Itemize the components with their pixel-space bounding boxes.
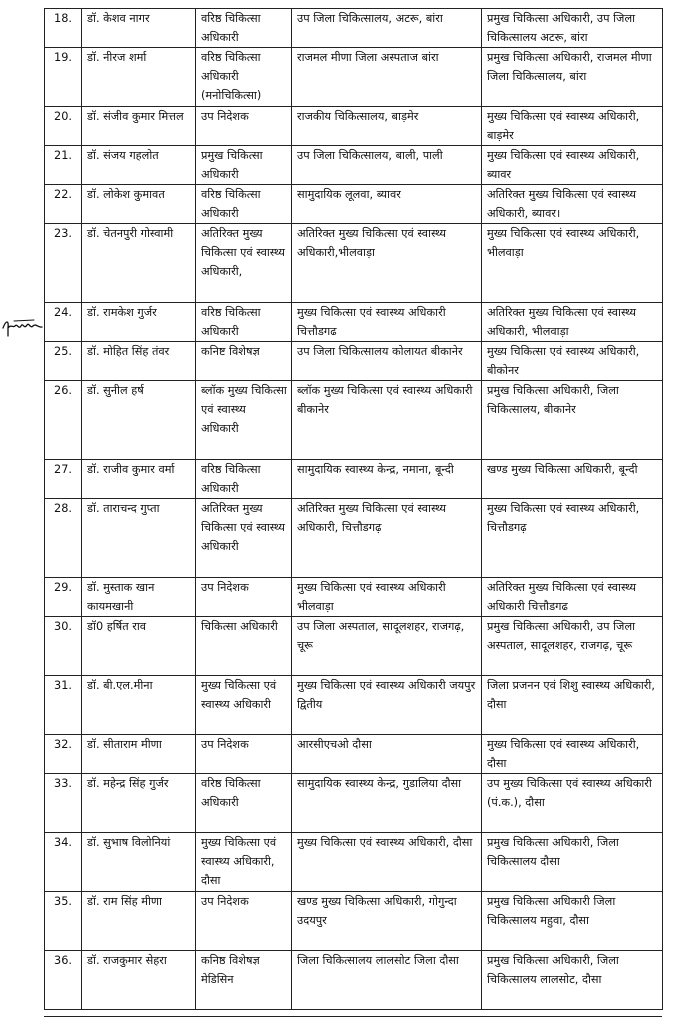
- serial-number-cell: 33.: [45, 774, 82, 833]
- officer-name-cell: डॉ. चेतनपुरी गोस्वामी: [82, 224, 196, 303]
- officer-name-cell: डॉ. संजय गहलोत: [82, 146, 196, 185]
- officer-name-cell: डॉ. रामकेश गुर्जर: [82, 303, 196, 342]
- new-posting-cell: खण्ड मुख्य चिकित्सा अधिकारी, बून्दी: [482, 460, 663, 499]
- new-posting-cell: मुख्य चिकित्सा एवं स्वास्थ्य अधिकारी, भीलवाड़ा: [482, 224, 663, 303]
- serial-number-cell: 34.: [45, 833, 82, 892]
- table-row: [45, 460, 663, 499]
- officer-name-cell: डॉ. लोकेश कुमावत: [82, 185, 196, 224]
- serial-number-cell: 21.: [45, 146, 82, 185]
- designation-cell: वरिष्ठ चिकित्सा अधिकारी: [196, 460, 292, 499]
- designation-cell: उप निदेशक: [196, 578, 292, 617]
- current-posting-cell: अतिरिक्त मुख्य चिकित्सा एवं स्वास्थ्य अधिकारी, चित्तौडगढ़: [292, 499, 482, 578]
- designation-cell: कनिष्ट विशेषज्ञ: [196, 342, 292, 381]
- table-body: [45, 9, 663, 1010]
- current-posting-cell: मुख्य चिकित्सा एवं स्वास्थ्य अधिकारी चित्तौडगढ: [292, 303, 482, 342]
- table-row: [45, 303, 663, 342]
- table-row: [45, 774, 663, 833]
- officer-name-cell: डॉ. ताराचन्द गुप्ता: [82, 499, 196, 578]
- current-posting-cell: खण्ड मुख्य चिकित्सा अधिकारी, गोगुन्दा उदयपुर: [292, 892, 482, 951]
- current-posting-cell: सामुदायिक लूलवा, ब्यावर: [292, 185, 482, 224]
- new-posting-cell: प्रमुख चिकित्सा अधिकारी जिला चिकित्सालय महुवा, दौसा: [482, 892, 663, 951]
- designation-cell: वरिष्ठ चिकित्सा अधिकारी: [196, 303, 292, 342]
- designation-cell: चिकित्सा अधिकारी: [196, 617, 292, 676]
- table-row: [45, 833, 663, 892]
- officer-name-cell: डॉ0 हर्षित राव: [82, 617, 196, 676]
- page-bottom-rule: [44, 1016, 662, 1017]
- table-row: [45, 951, 663, 1010]
- officer-name-cell: डॉ. केशव नागर: [82, 9, 196, 48]
- current-posting-cell: अतिरिक्त मुख्य चिकित्सा एवं स्वास्थ्य अधिकारी,भीलवाड़ा: [292, 224, 482, 303]
- table-row: [45, 676, 663, 735]
- new-posting-cell: अतिरिक्त मुख्य चिकित्सा एवं स्वास्थ्य अधिकारी चित्तौडगढ: [482, 578, 663, 617]
- serial-number-cell: 28.: [45, 499, 82, 578]
- current-posting-cell: उप जिला अस्पताल, सादूलशहर, राजगढ़, चूरू: [292, 617, 482, 676]
- designation-cell: उप निदेशक: [196, 735, 292, 774]
- table-row: [45, 381, 663, 460]
- serial-number-cell: 35.: [45, 892, 82, 951]
- new-posting-cell: प्रमुख चिकित्सा अधिकारी, राजमल मीणा जिला चिकित्सालय, बांरा: [482, 48, 663, 107]
- current-posting-cell: राजमल मीणा जिला अस्पताज बांरा: [292, 48, 482, 107]
- new-posting-cell: प्रमुख चिकित्सा अधिकारी, जिला चिकित्सालय लालसोट, दौसा: [482, 951, 663, 1010]
- table-row: [45, 735, 663, 774]
- table-row: [45, 48, 663, 107]
- table-row: [45, 342, 663, 381]
- designation-cell: वरिष्ठ चिकित्सा अधिकारी: [196, 9, 292, 48]
- designation-cell: मुख्य चिकित्सा एवं स्वास्थ्य अधिकारी: [196, 676, 292, 735]
- officer-name-cell: डॉ. मुस्ताक खान कायमखानी: [82, 578, 196, 617]
- new-posting-cell: अतिरिक्त मुख्य चिकित्सा एवं स्वास्थ्य अधिकारी, भीलवाड़ा: [482, 303, 663, 342]
- designation-cell: अतिरिक्त मुख्य चिकित्सा एवं स्वास्थ्य अधिकारी: [196, 499, 292, 578]
- officer-name-cell: डॉ. राजकुमार सेहरा: [82, 951, 196, 1010]
- serial-number-cell: 29.: [45, 578, 82, 617]
- new-posting-cell: मुख्य चिकित्सा एवं स्वास्थ्य अधिकारी, बीकोनर: [482, 342, 663, 381]
- designation-cell: उप निदेशक: [196, 107, 292, 146]
- handwritten-signature: [0, 316, 46, 340]
- designation-cell: ब्लॉक मुख्य चिकित्सा एवं स्वास्थ्य अधिकारी: [196, 381, 292, 460]
- serial-number-cell: 23.: [45, 224, 82, 303]
- new-posting-cell: अतिरिक्त मुख्य चिकित्सा एवं स्वास्थ्य अधिकारी, ब्यावर।: [482, 185, 663, 224]
- serial-number-cell: 32.: [45, 735, 82, 774]
- current-posting-cell: सामुदायिक स्वास्थ्य केन्द्र, गुडालिया दौसा: [292, 774, 482, 833]
- new-posting-cell: मुख्य चिकित्सा एवं स्वास्थ्य अधिकारी, बाड़मेर: [482, 107, 663, 146]
- table-row: [45, 146, 663, 185]
- serial-number-cell: 20.: [45, 107, 82, 146]
- current-posting-cell: उप जिला चिकित्सालय, अटरू, बांरा: [292, 9, 482, 48]
- current-posting-cell: ब्लॉक मुख्य चिकित्सा एवं स्वास्थ्य अधिकारी बीकानेर: [292, 381, 482, 460]
- serial-number-cell: 26.: [45, 381, 82, 460]
- officer-name-cell: डॉ. राम सिंह मीणा: [82, 892, 196, 951]
- table-row: [45, 578, 663, 617]
- new-posting-cell: जिला प्रजनन एवं शिशु स्वास्थ्य अधिकारी, दौसा: [482, 676, 663, 735]
- officer-name-cell: डॉ. सीताराम मीणा: [82, 735, 196, 774]
- designation-cell: मुख्य चिकित्सा एवं स्वास्थ्य अधिकारी, दौसा: [196, 833, 292, 892]
- serial-number-cell: 18.: [45, 9, 82, 48]
- designation-cell: प्रमुख चिकित्सा अधिकारी: [196, 146, 292, 185]
- current-posting-cell: मुख्य चिकित्सा एवं स्वास्थ्य अधिकारी जयपुर द्वितीय: [292, 676, 482, 735]
- current-posting-cell: मुख्य चिकित्सा एवं स्वास्थ्य अधिकारी भीलवाड़ा: [292, 578, 482, 617]
- serial-number-cell: 22.: [45, 185, 82, 224]
- table-row: [45, 107, 663, 146]
- designation-cell: कनिष्ठ विशेषज्ञ मेडिसिन: [196, 951, 292, 1010]
- transfer-table: [44, 8, 663, 1010]
- new-posting-cell: मुख्य चिकित्सा एवं स्वास्थ्य अधिकारी, ब्यावर: [482, 146, 663, 185]
- officer-name-cell: डॉ. नीरज शर्मा: [82, 48, 196, 107]
- current-posting-cell: सामुदायिक स्वास्थ्य केन्द्र, नमाना, बून्दी: [292, 460, 482, 499]
- officer-name-cell: डॉ. संजीव कुमार मित्तल: [82, 107, 196, 146]
- table-row: [45, 617, 663, 676]
- officer-name-cell: डॉ. बी.एल.मीना: [82, 676, 196, 735]
- designation-cell: वरिष्ठ चिकित्सा अधिकारी: [196, 185, 292, 224]
- new-posting-cell: मुख्य चिकित्सा एवं स्वास्थ्य अधिकारी, दौसा: [482, 735, 663, 774]
- officer-name-cell: डॉ. सुनील हर्ष: [82, 381, 196, 460]
- table-row: [45, 499, 663, 578]
- designation-cell: अतिरिक्त मुख्य चिकित्सा एवं स्वास्थ्य अधिकारी,: [196, 224, 292, 303]
- serial-number-cell: 30.: [45, 617, 82, 676]
- new-posting-cell: उप मुख्य चिकित्सा एवं स्वास्थ्य अधिकारी (पं.क.), दौसा: [482, 774, 663, 833]
- current-posting-cell: मुख्य चिकित्सा एवं स्वास्थ्य अधिकारी, दौसा: [292, 833, 482, 892]
- transfer-list-sheet: [44, 8, 662, 1010]
- current-posting-cell: राजकीय चिकित्सालय, बाड़मेर: [292, 107, 482, 146]
- serial-number-cell: 27.: [45, 460, 82, 499]
- current-posting-cell: जिला चिकित्सालय लालसोट जिला दौसा: [292, 951, 482, 1010]
- serial-number-cell: 24.: [45, 303, 82, 342]
- table-row: [45, 892, 663, 951]
- table-row: [45, 224, 663, 303]
- new-posting-cell: प्रमुख चिकित्सा अधिकारी, उप जिला चिकित्सालय अटरू, बांरा: [482, 9, 663, 48]
- table-row: [45, 9, 663, 48]
- designation-cell: वरिष्ठ चिकित्सा अधिकारी (मनोचिकित्सा): [196, 48, 292, 107]
- new-posting-cell: प्रमुख चिकित्सा अधिकारी, जिला चिकित्सालय दौसा: [482, 833, 663, 892]
- officer-name-cell: डॉ. महेन्द्र सिंह गुर्जर: [82, 774, 196, 833]
- current-posting-cell: उप जिला चिकित्सालय कोलायत बीकानेर: [292, 342, 482, 381]
- new-posting-cell: मुख्य चिकित्सा एवं स्वास्थ्य अधिकारी, चित्तौडगढ़: [482, 499, 663, 578]
- officer-name-cell: डॉ. राजीव कुमार वर्मा: [82, 460, 196, 499]
- new-posting-cell: प्रमुख चिकित्सा अधिकारी, जिला चिकित्सालय, बीकानेर: [482, 381, 663, 460]
- serial-number-cell: 25.: [45, 342, 82, 381]
- officer-name-cell: डॉ. सुभाष विलोनियां: [82, 833, 196, 892]
- table-row: [45, 185, 663, 224]
- serial-number-cell: 36.: [45, 951, 82, 1010]
- current-posting-cell: उप जिला चिकित्सालय, बाली, पाली: [292, 146, 482, 185]
- officer-name-cell: डॉ. मोहित सिंह तंवर: [82, 342, 196, 381]
- serial-number-cell: 19.: [45, 48, 82, 107]
- serial-number-cell: 31.: [45, 676, 82, 735]
- new-posting-cell: प्रमुख चिकित्सा अधिकारी, उप जिला अस्पताल, सादूलशहर, राजगढ़, चूरू: [482, 617, 663, 676]
- current-posting-cell: आरसीएचओ दौसा: [292, 735, 482, 774]
- designation-cell: उप निदेशक: [196, 892, 292, 951]
- designation-cell: वरिष्ठ चिकित्सा अधिकारी: [196, 774, 292, 833]
